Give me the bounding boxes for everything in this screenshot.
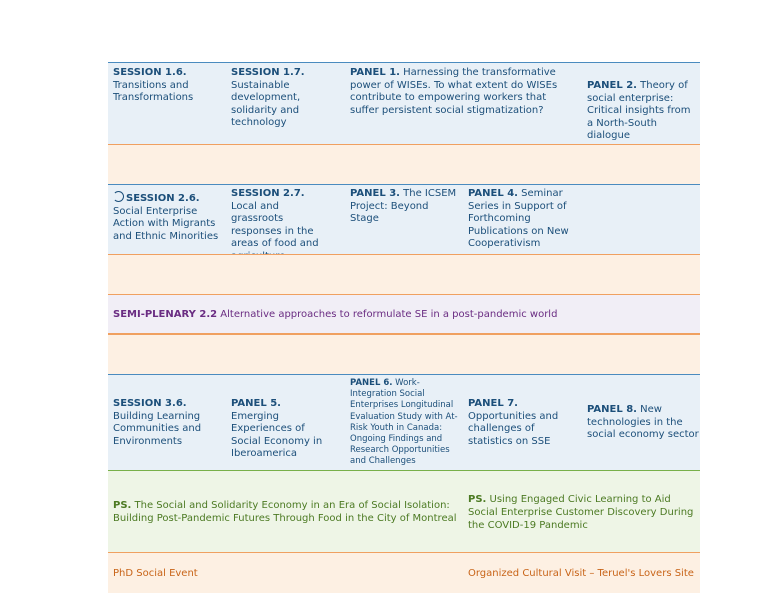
semi-plenary-row [108,294,700,334]
panel-8: PANEL 8. New technologies in the social economy sector [587,404,699,441]
break-row-3 [108,334,700,374]
row-sessions-2 [108,184,700,254]
row-sessions-1 [108,62,700,144]
break-row-2 [108,254,700,294]
panel-1: PANEL 1. Harnessing the transformative power of WISEs. To what extent do WISEs contribute to empowering workers that suffer persistent social stigmatization? [350,67,558,116]
poster-session-left: PS. The Social and Solidarity Economy in an Era of Social Isolation: Building Post-Pandemic Futures Through Food in the City of Montreal [113,500,457,524]
panel-5: PANEL 5. Emerging Experiences of Social Economy in Iberoamerica [231,398,323,460]
panel-7: PANEL 7. Opportunities and challenges of statistics on SSE [468,398,559,447]
session-2-7: SESSION 2.7. Local and grassroots responses in the areas of food and [231,188,319,250]
panel-2: PANEL 2. Theory of social enterprise: Critical insights from a North-South dialogue [587,80,691,142]
panel-3: PANEL 3. The ICSEM Project: Beyond Stage [350,188,457,225]
session-3-6: SESSION 3.6. Building Learning Communities and Environments [113,398,202,447]
row-sessions-3 [108,374,700,470]
poster-sessions-row [108,470,700,552]
phd-social-event: PhD Social Event [113,568,198,579]
session-1-6: SESSION 1.6. Transitions and Transformations [113,67,194,104]
social-events-row [108,552,700,593]
break-row-1 [108,144,700,184]
cultural-visit: Organized Cultural Visit – Teruel's Lovers Site [468,568,694,579]
sync-icon [113,191,124,202]
panel-4: PANEL 4. Seminar Series in Support of Forthcoming Publications on New Cooperativism [468,188,569,250]
session-2-6: SESSION 2.6. Social Enterprise Action with Migrants and Ethnic Minorities [113,193,219,242]
panel-6: PANEL 6. Work-Integration Social Enterprises Longitudinal Evaluation Study with At-Risk Youth in Canada: Ongoing Findings and Research Opportunities and Challenges [350,378,458,467]
poster-session-right: PS. Using Engaged Civic Learning to Aid Social Enterprise Customer Discovery During the COVID-19 Pandemic [468,494,694,531]
session-1-7: SESSION 1.7. Sustainable development, solidarity and technology [231,67,305,129]
semi-plenary-2-2: SEMI-PLENARY 2.2 Alternative approaches to reformulate SE in a post-pandemic world [113,309,558,320]
